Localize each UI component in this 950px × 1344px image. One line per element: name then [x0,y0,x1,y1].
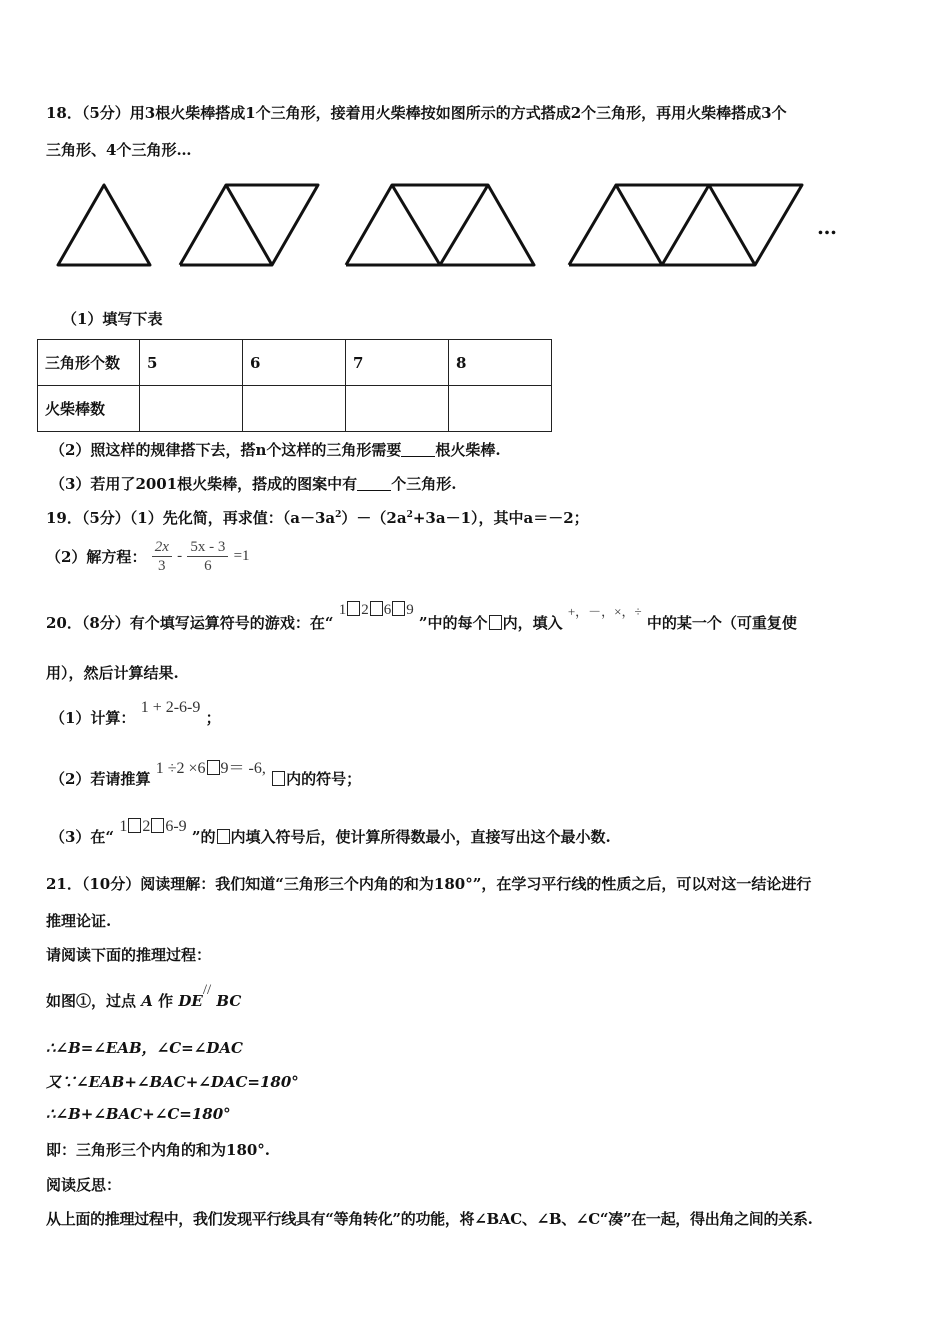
row-label-triangles: 三角形个数 [38,340,140,386]
q20-part2: （2）若请推算 1 ÷2 ×6 9＝ -6, 内的符号； [50,760,362,788]
parallel-symbol: // [202,982,212,998]
q21-step-1: ∴∠B=∠EAB，∠C=∠DAC [46,1039,243,1057]
q20-part3: （3）在“ 1 2 6-9 ”的 内填入符号后，使计算所得数最小，直接写出这个最小数. [50,818,611,846]
box-symbol [272,771,285,786]
figure-3-triangles [346,185,534,265]
q21-step-2: 又∵∠EAB+∠BAC+∠DAC=180° [46,1073,299,1091]
operator-box[interactable] [151,818,164,833]
cell-triangle-count: 7 [346,340,449,386]
cell-matchstick-blank[interactable] [346,386,449,432]
box-symbol [217,829,230,844]
q21-reflection-heading: 阅读反思： [46,1176,122,1194]
q18-part1: （1）填写下表 [62,310,163,328]
q20-part1: （1）计算： 1 + 2-6-9 ； [50,699,221,727]
matchstick-table [37,339,552,432]
game-expression: 1 2 6 9 [338,602,414,618]
q19-header: 19．（5分）（1）先化简，再求值：$(a-3a^2)-(2a^2+3a-1)$，其中a＝－2； [46,509,589,527]
operator-box [370,601,383,616]
expression-3: 1 2 6-9 [119,818,187,835]
figure-1-triangle [58,185,150,265]
q21-header: 21．（10分）阅读理解：我们知道“三角形三个内角的和为180°”，在学习平行线的性质之后，可以对这一结论进行 [46,875,812,893]
cell-matchstick-blank[interactable] [140,386,243,432]
q21-conclusion: 即：三角形三个内角的和为180°. [46,1141,271,1159]
q21-reflection-text: 从上面的推理过程中，我们发现平行线具有“等角转化”的功能，将∠BAC、∠B、∠C“凑”在一起，得出角之间的关系. [46,1210,813,1228]
table-row [38,340,552,386]
q18-part3: （3）若用了2001根火柴棒，搭成的图案中有 个三角形. [50,475,457,493]
operator-box[interactable] [128,818,141,833]
q18-header: 18．（5分）用3根火柴棒搭成1个三角形，接着用火柴棒按如图所示的方式搭成2个三角形，再用火柴棒搭成3个 [46,104,787,122]
expression-2: 1 ÷2 ×6 9＝ -6, [155,760,266,777]
q18-header-cont: 三角形、4个三角形… [46,141,192,159]
q19-part2: （2）解方程： $\frac{2x}{3}$ - $\frac{5x - 3}{6}$ =1 [46,539,250,574]
cell-triangle-count: 5 [140,340,243,386]
operator-box [347,601,360,616]
figure-ellipsis: … [817,215,837,239]
table-row [38,386,552,432]
fraction-2x-over-3: $\frac{2x}{3}$ [152,538,172,575]
cell-matchstick-blank[interactable] [243,386,346,432]
q18-part2: （2）照这样的规律搭下去，搭n个这样的三角形需要 根火柴棒. [50,441,501,459]
q21-step-3: ∴∠B+∠BAC+∠C=180° [46,1105,231,1123]
expression-1: 1 + 2-6-9 [140,699,201,716]
cell-triangle-count: 6 [243,340,346,386]
operator-box [392,601,405,616]
fraction-5x-3-over-6: $\frac{5x - 3}{6}$ [187,538,228,575]
operator-box[interactable] [207,760,220,775]
q21-header-cont: 推理论证. [46,912,112,930]
q21-figure-line: 如图①，过点 A 作 DE// BC [46,982,242,1010]
cell-triangle-count: 8 [449,340,552,386]
box-symbol [489,615,502,630]
operator-options: +，－，×，÷ [567,604,642,619]
row-label-matchsticks: 火柴棒数 [38,386,140,432]
answer-blank[interactable] [357,476,391,491]
answer-blank[interactable] [401,442,435,457]
q21-read-prompt: 请阅读下面的推理过程： [46,946,212,964]
q20-header-cont: 用），然后计算结果. [46,664,179,682]
q20-header: 20．（8分）有个填写运算符号的游戏：在“ 1 2 6 9 ”中的每个 内，填入 +，－，×，÷ 中的某一个（可重复使 [46,602,797,632]
matchstick-triangles-figure [0,175,950,275]
cell-matchstick-blank[interactable] [449,386,552,432]
